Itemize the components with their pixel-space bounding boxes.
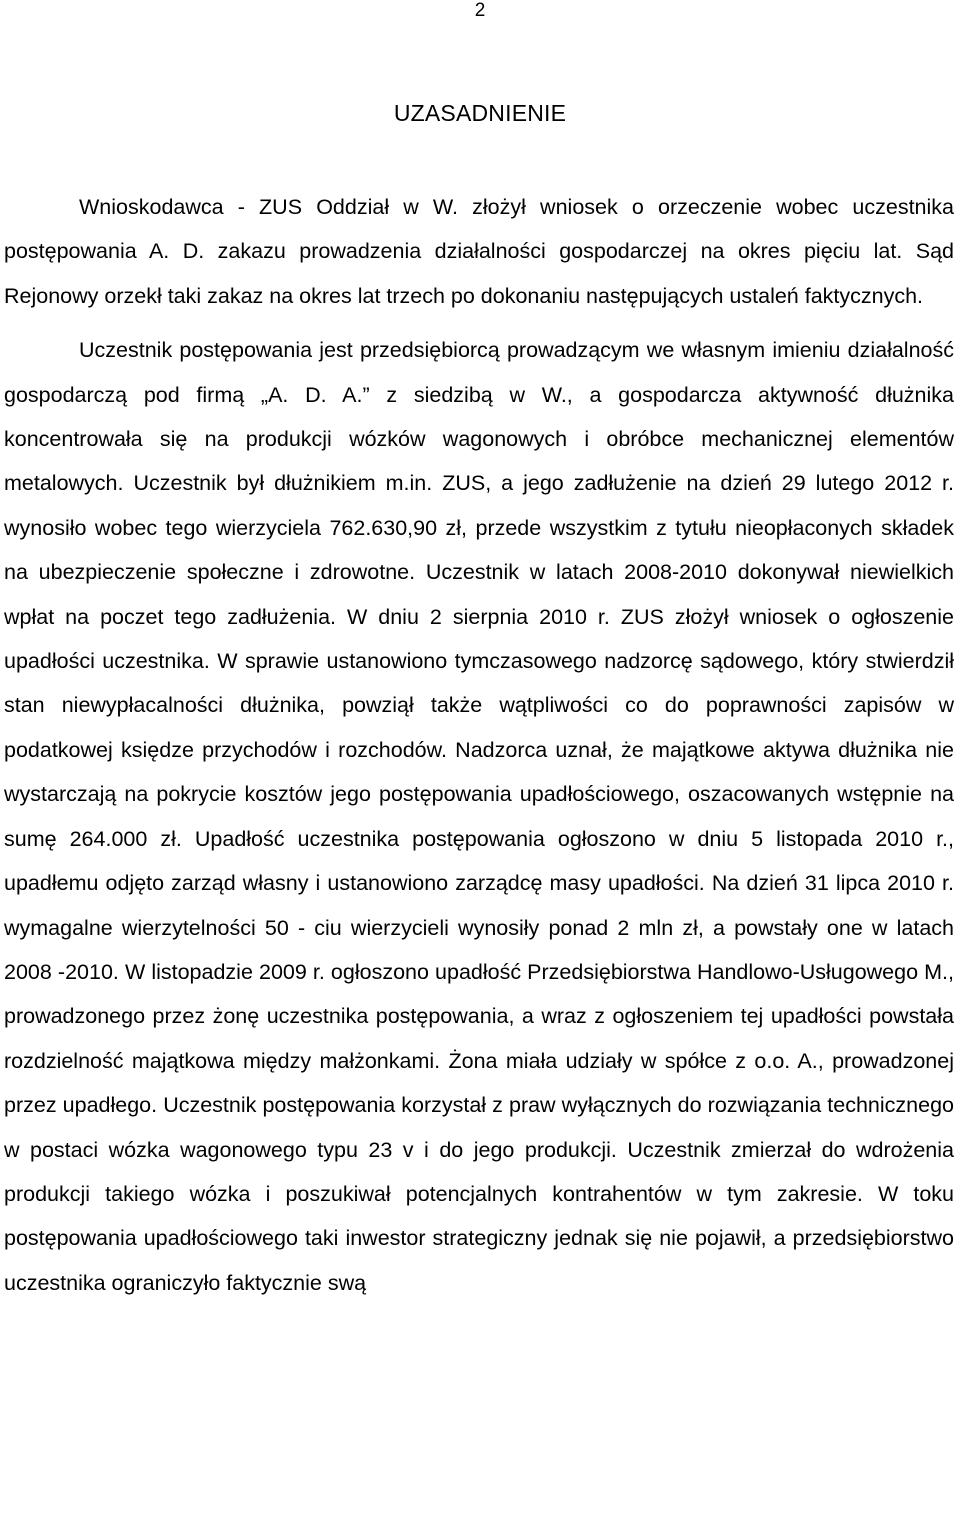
paragraph-2: Uczestnik postępowania jest przedsiębiorcą prowadzącym we własnym imieniu działalność gospodarczą pod firmą „A. D. A.” z siedzibą w W., a gospodarcza aktywność dłużnika koncentrowała się na produkcji wózków wagonowych i obróbce mechanicznej elementów metalowych. Uczestnik był dłużnikiem m.in. ZUS, a jego zadłużenie na dzień 29 lutego 2012 r. wynosiło wobec tego wierzyciela 762.630,90 zł, przede wszystkim z tytułu nieopłaconych składek na ubezpieczenie społeczne i zdrowotne. Uczestnik w latach 2008-2010 dokonywał niewielkich wpłat na poczet tego zadłużenia. W dniu 2 sierpnia 2010 r. ZUS złożył wniosek o ogłoszenie upadłości uczestnika. W sprawie ustanowiono tymczasowego nadzorcę sądowego, który stwierdził stan niewypłacalności dłużnika, powziął także wątpliwości co do poprawności zapisów w podatkowej księdze przychodów i rozchodów. Nadzorca uznał, że majątkowe aktywa dłużnika nie wystarczają na pokrycie kosztów jego postępowania upadłościowego, oszacowanych wstępnie na sumę 264.000 zł. Upadłość uczestnika postępowania ogłoszono w dniu 5 listopada 2010 r., upadłemu odjęto zarząd własny i ustanowiono zarządcę masy upadłości. Na dzień 31 lipca 2010 r. wymagalne wierzytelności 50 - ciu wierzycieli wynosiły ponad 2 mln zł, a powstały one w latach 2008 -2010. W listopadzie 2009 r. ogłoszono upadłość Przedsiębiorstwa Handlowo-Usługowego M., prowadzonego przez żonę uczestnika postępowania, a wraz z ogłoszeniem tej upadłości powstała rozdzielność majątkowa między małżonkami. Żona miała udziały w spółce z o.o. A., prowadzonej przez upadłego. Uczestnik postępowania korzystał z praw wyłącznych do rozwiązania technicznego w postaci wózka wagonowego typu 23 v i do jego produkcji. Uczestnik zmierzał do wdrożenia produkcji takiego wózka i poszukiwał potencjalnych kontrahentów w tym zakresie. W toku postępowania upadłościowego taki inwestor strategiczny jednak się nie pojawił, a przedsiębiorstwo uczestnika ograniczyło faktycznie swą: [4, 338, 954, 1295]
document-heading: UZASADNIENIE: [393, 100, 567, 126]
page-number: 2: [474, 0, 486, 21]
document-body: [4, 185, 954, 1305]
paragraph-1: Wnioskodawca - ZUS Oddział w W. złożył wniosek o orzeczenie wobec uczestnika postępowania A. D. zakazu prowadzenia działalności gospodarczej na okres pięciu lat. Sąd Rejonowy orzekł taki zakaz na okres lat trzech po dokonaniu następujących ustaleń faktycznych.: [4, 195, 954, 308]
